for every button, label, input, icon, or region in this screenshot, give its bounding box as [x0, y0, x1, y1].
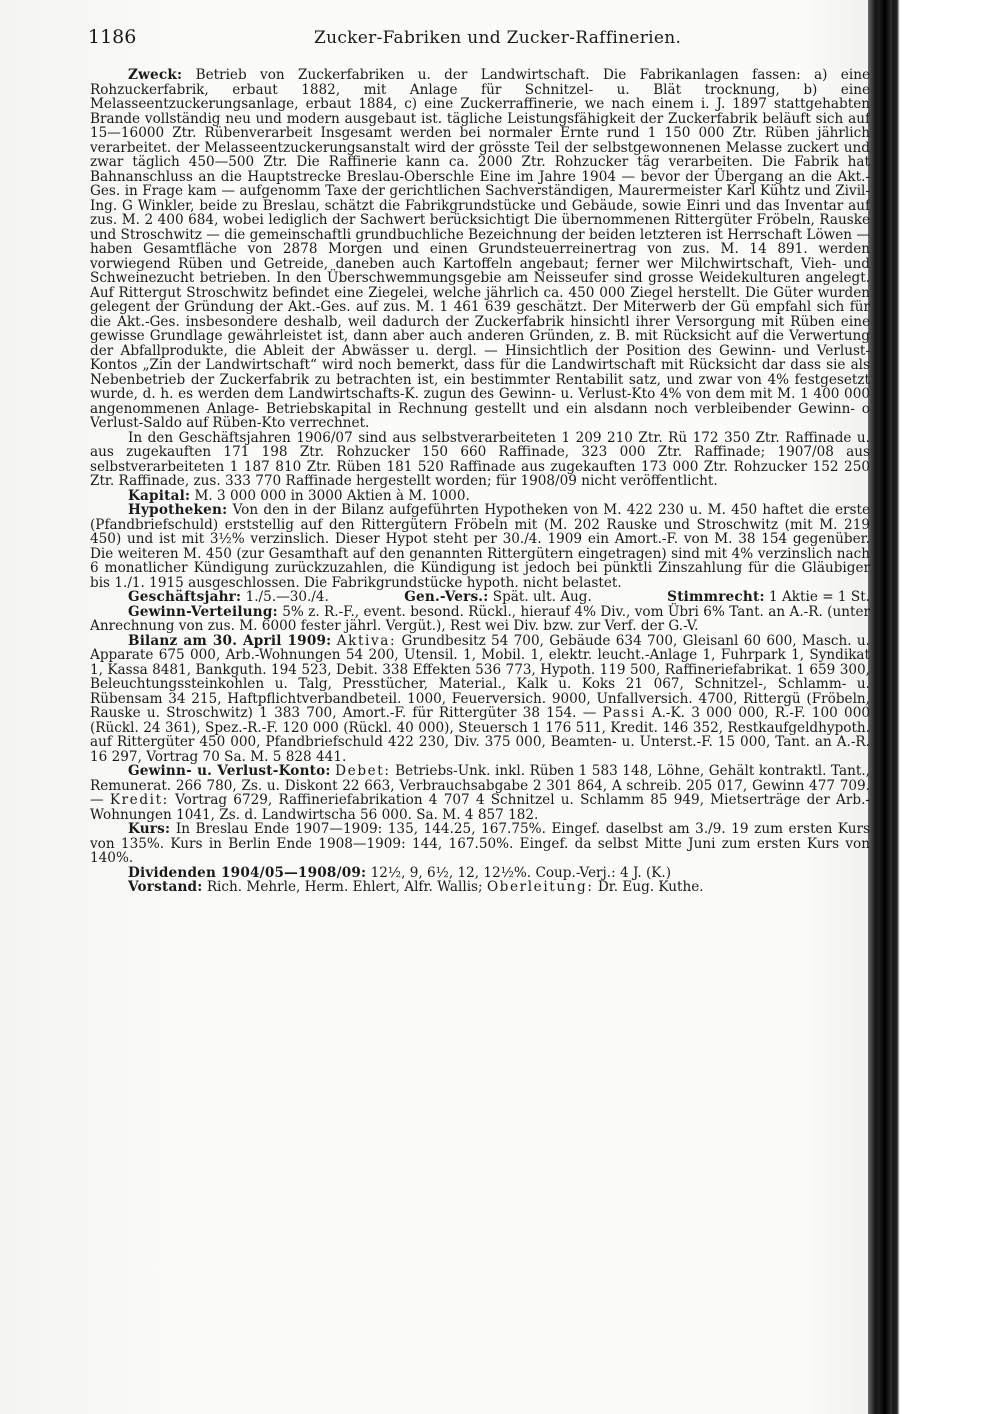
oberleitung-text: Dr. Eug. Kuthe. [597, 879, 704, 895]
zweck-text: Betrieb von Zuckerfabriken u. der Landwirtschaft. Die Fabrikanlagen fassen: a) eine Rohzuckerfabrik, erbaut 1882, mit Anlage für Schnitzel- u. Blät trocknung, b) eine Melasseentzuckerungsanlage, erbaut 1884, c) eine Zuckerraffinerie, we nach einem i. J. 1897 stattgehabten Brande vollständig neu und modern ausgebaut ist. tägliche Leistungsfähigkeit der Zuckerfabrik beläuft sich auf 15—16000 Ztr. Rübenverarbeit Insgesamt werden bei normaler Ernte rund 1 150 000 Ztr. Rüben jährlich verarbeitet. der Melasseentzuckerungsanstalt wird der grösste Teil der selbstgewonnenen Melasse zuckert und zwar täglich 450—500 Ztr. Die Raffinerie kann ca. 2000 Ztr. Rohzucker täg verarbeiten. Die Fabrik hat Bahnanschluss an die Hauptstrecke Breslau-Oberschle Eine im Jahre 1904 — bevor der Übergang an die Akt.-Ges. in Frage kam — aufgenomm Taxe der gerichtlichen Sachverständigen, Maurermeister Karl Kühtz und Zivil-Ing. G Winkler, beide zu Breslau, schätzt die Fabrikgrundstücke und Gebäude, sowie Einri und das Inventar auf zus. M. 2 400 684, wobei lediglich der Sachwert berücksichtigt Die übernommenen Rittergüter Fröbeln, Rauske und Stroschwitz — die gemeinschaftli grundbuchliche Bezeichnung der beiden letzteren ist Herrschaft Löwen — haben Gesamtfläche von 2878 Morgen und einen Grundsteuerreinertrag von zus. M. 14 891. werden vorwiegend Rüben und Getreide, daneben auch Kartoffeln angebaut; ferner wer Milchwirtschaft, Vieh- und Schweinezucht betrieben. In den Überschwemmungsgebie am Neisseufer sind grosse Weidekulturen angelegt. Auf Rittergut Stroschwitz befindet eine Ziegelei, welche jährlich ca. 450 000 Ziegel herstellt. Die Güter wurden gelegent der Gründung der Akt.-Ges. auf zus. M. 1 461 639 geschätzt. Der Miterwerb der Gü empfahl sich für die Akt.-Ges. insbesondere deshalb, weil dadurch der Zuckerfabrik hinsichtl ihrer Versorgung mit Rüben eine gewisse Grundlage gewährleistet ist, dann aber auch anderen Gründen, z. B. mit Rücksicht auf die Verwertung der Abfallprodukte, die Ableit der Abwässer u. dergl. — Hinsichtlich der Position des Gewinn- und Verlust-Kontos „Zin der Landwirtschaft“ wird noch bemerkt, dass für die Landwirtschaft mit Rücksicht dar dass sie als Nebenbetrieb der Zuckerfabrik zu betrachten ist, ein bestimmter Rentabilit satz, und zwar von 4% festgesetzt wurde, d. h. es werden dem Landwirtschafts-K. zugun des Gewinn- u. Verlust-Kto 4% von dem mit M. 1 400 000 angenommenen Anlage- Betriebskapital in Rechnung gestellt und ein alsdann noch verbleibender Gewinn- o Verlust-Saldo auf Rüben-Kto verrechnet. [90, 68, 870, 431]
gewinn-verteilung-paragraph [90, 605, 870, 634]
gen-vers-value: Spät. ult. Aug. [492, 589, 592, 605]
kurs-text: In Breslau Ende 1907—1909: 135, 144.25, 167.75%. Eingef. daselbst am 3./9. 19 zum ersten Kurs von 135%. Kurs in Berlin Ende 1908—1909: 144, 167.50%. Eingef. da selbst Mitte Juni zum ersten Kurs von 140%. [90, 821, 870, 866]
geschaeftsjahre-paragraph [90, 431, 870, 489]
passiva-label: Passi [602, 705, 646, 721]
bilanz-passiva-text: A.-K. 3 000 000, R.-F. 100 000 (Rückl. 24 361), Spez.-R.-F. 120 000 (Rückl. 40 000), Steuersch 1 176 511, Kredit. 146 352, Restkaufgeldhypoth. auf Rittergüter 450 000, Pfandbriefschuld 422 230, Div. 375 000, Beamten- u. Unterst.-F. 15 000, Tant. an A.-R. 16 297, Vortrag 70 Sa. M. 5 828 441. [90, 705, 870, 765]
geschaeftsjahr-line [90, 590, 870, 605]
geschaeftsjahr-value: 1./5.—30./4. [245, 589, 329, 605]
kapital-paragraph [90, 489, 870, 504]
dividenden-text: 12½, 9, 6½, 12, 12½%. Coup.-Verj.: 4 J. (K.) [370, 864, 672, 881]
zweck-label: Zweck: [128, 68, 183, 83]
geschaeftsjahr-label: Geschäftsjahr: [128, 589, 242, 605]
aktiva-label: Aktiva: [336, 632, 397, 649]
stimmrecht-item [667, 590, 870, 605]
vorstand-label: Vorstand: [128, 879, 203, 895]
stimmrecht-label: Stimmrecht: [667, 589, 765, 605]
dividenden-label: Dividenden 1904/05—1908/09: [128, 864, 367, 881]
running-title: Zucker-Fabriken und Zucker-Raffinerien. [314, 28, 682, 48]
gewinn-konto-debet-text: Betriebs-Unk. inkl. Rüben 1 583 148, Löhne, Gehält kontraktl. Tant., Remunerat. 266 780, Zs. u. Diskont 22 663, Verbrauchsabgabe 2 301 864, A schreib. 205 017, Gewinn 477 709. — [90, 763, 870, 808]
kapital-label: Kapital: [128, 487, 191, 504]
gewinn-konto-label: Gewinn- u. Verlust-Konto: [128, 763, 331, 779]
binding-gutter [878, 0, 892, 1414]
page-number: 1186 [88, 26, 137, 48]
oberleitung-label: Oberleitung: [486, 879, 594, 895]
page-header [88, 26, 868, 50]
gewinn-konto-kredit-text: Vortrag 6729, Raffineriefabrikation 4 707 4 Schnitzel u. Schlamm 85 949, Mietserträge der Arb.-Wohnungen 1041, Zs. d. Landwirtscha 56 000. Sa. M. 4 857 182. [90, 792, 870, 823]
gen-vers-item [404, 590, 592, 605]
kurs-paragraph [90, 822, 870, 866]
bilanz-label: Bilanz am 30. April 1909: [128, 632, 332, 649]
bilanz-aktiva-text: Grundbesitz 54 700, Gebäude 634 700, Gleisanl 60 600, Masch. u. Apparate 675 000, Arb.-Wohnungen 54 200, Utensil. 1, Mobil. 1, elektr. leucht.-Anlage 1, Fuhrpark 1, Syndikat 1, Kassa 8481, Bankguth. 194 523, Debit. 338 Effekten 536 773, Hypoth. 119 500, Raffineriefabrikat. 1 659 300, Beleuchtungssteinkohlen u. Talg, Presstücher, Material., Kalk u. Koks 21 067, Schnitzel-, Schlamm- u. Rübensam 34 215, Haftpflichtverbandbeteil. 1000, Feuerversich. 9000, Unfallversich. 4700, Rittergü (Fröbeln, Rauske u. Stroschwitz) 1 383 700, Amort.-F. für Rittergüter 38 154. — [90, 632, 870, 721]
bilanz-paragraph [90, 634, 870, 765]
kapital-text: M. 3 000 000 in 3000 Aktien à M. 1000. [194, 487, 470, 504]
geschaeftsjahr-item [128, 590, 329, 605]
hypotheken-label: Hypotheken: [128, 502, 228, 518]
stimmrecht-value: 1 Aktie = 1 St. [769, 589, 870, 605]
vorstand-text: Rich. Mehrle, Herm. Ehlert, Alfr. Wallis; [206, 879, 483, 895]
geschaeftsjahre-text: In den Geschäftsjahren 1906/07 sind aus selbstverarbeiteten 1 209 210 Ztr. Rü 172 350 Ztr. Raffinade u. aus zugekauften 171 198 Ztr. Rohzucker 150 660 Raffinade, 323 000 Ztr. Raffinade; 1907/08 aus selbstverarbeiteten 1 187 810 Ztr. Rüben 181 520 Raffinade aus zugekauften 173 000 Ztr. Rohzucker 152 250 Ztr. Raffinade, zus. 333 770 Raffinade hergestellt worden; für 1908/09 nicht veröffentlicht. [90, 429, 870, 489]
kurs-label: Kurs: [128, 821, 171, 837]
gewinn-konto-paragraph [90, 764, 870, 822]
kredit-label: Kredit: [109, 792, 169, 808]
dividenden-paragraph [90, 866, 870, 881]
gewinn-verteilung-text: 5% z. R.-F., event. besond. Rückl., hierauf 4% Div., vom Übri 6% Tant. an A.-R. (unter Anrechnung von zus. M. 6000 fester jährl. Vergüt.), Rest wei Div. bzw. zur Verf. der G.-V. [90, 603, 870, 634]
gen-vers-label: Gen.-Vers.: [404, 589, 489, 605]
zweck-paragraph [90, 68, 870, 431]
debet-label: Debet: [335, 763, 391, 779]
vorstand-paragraph [90, 880, 870, 895]
hypotheken-text: Von den in der Bilanz aufgeführten Hypotheken von M. 422 230 u. M. 450 haftet die erste (Pfandbriefschuld) erststellig auf den Rittergütern Fröbeln mit (M. 202 Rauske und Stroschwitz (mit M. 219 450) und ist mit 3½% verzinslich. Dieser Hypot steht per 30./4. 1909 ein Amort.-F. von M. 38 154 gegenüber. Die weiteren M. 450 (zur Gesamthaft auf den genannten Rittergütern eingetragen) sind mit 4% verzinslich nach 6 monatlicher Kündigung zurückzuzahlen, die Kündigung ist jedoch bei pünktli Zinszahlung für die Gläubiger bis 1./1. 1915 ausgeschlossen. Die Fabrikgrundstücke hypoth. nicht belastet. [90, 502, 870, 591]
hypotheken-paragraph [90, 503, 870, 590]
document-body [90, 68, 870, 1398]
gewinn-verteilung-label: Gewinn-Verteilung: [128, 603, 278, 620]
